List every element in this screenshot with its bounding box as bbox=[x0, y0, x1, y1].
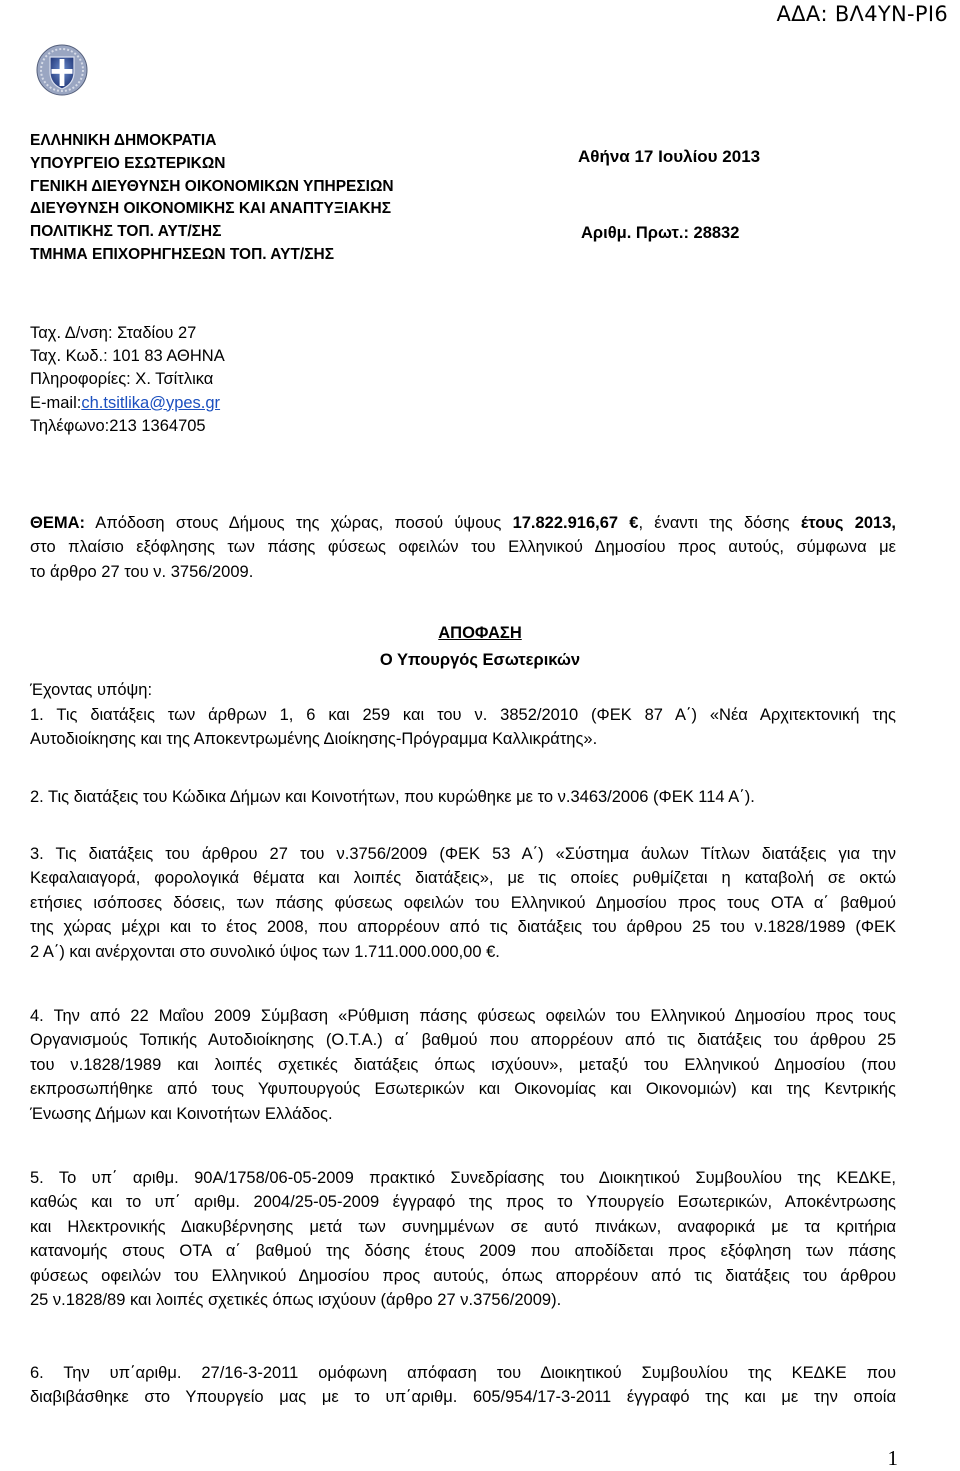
clause-line: Αυτοδιοίκησης και της Αποκεντρωμένης Διοίκησης-Πρόγραμμα Καλλικράτης». bbox=[30, 730, 598, 749]
clause-line: της χώρας μέχρι και το έτος 2008, που απορρέουν από τις διατάξεις του άρθρου 25 του ν.1828/1989 (ΦΕΚ bbox=[30, 918, 896, 937]
subject-year: έτους 2013, bbox=[800, 514, 896, 532]
header-line: ΓΕΝΙΚΗ ΔΙΕΥΘΥΝΣΗ ΟΙΚΟΝΟΜΙΚΩΝ ΥΠΗΡΕΣΙΩΝ bbox=[30, 177, 394, 195]
clause-line: 1. Τις διατάξεις των άρθρων 1, 6 και 259 και του ν. 3852/2010 (ΦΕΚ 87 Α΄) «Νέα Αρχιτεκτονική της bbox=[30, 706, 896, 724]
greek-coat-of-arms-icon bbox=[36, 44, 88, 96]
header-line: ΔΙΕΥΘΥΝΣΗ ΟΙΚΟΝΟΜΙΚΗΣ ΚΑΙ ΑΝΑΠΤΥΞΙΑΚΗΣ bbox=[30, 200, 392, 218]
clause-line: φύσεως οφειλών του Ελληνικού Δημοσίου προς αυτούς, όπως απορρέουν από τις διατάξεις του άρθρου bbox=[30, 1266, 896, 1285]
subject-line: το άρθρο 27 του ν. 3756/2009. bbox=[30, 562, 254, 581]
clause-4 bbox=[30, 1004, 896, 1126]
clause-5 bbox=[30, 1166, 896, 1312]
contact-address: Ταχ. Δ/νση: Σταδίου 27 bbox=[30, 324, 197, 342]
clause-line: Ένωσης Δήμων και Κοινοτήτων Ελλάδος. bbox=[30, 1104, 333, 1123]
header-line: ΠΟΛΙΤΙΚΗΣ ΤΟΠ. ΑΥΤ/ΣΗΣ bbox=[30, 223, 222, 241]
document-date: Αθήνα 17 Ιουλίου 2013 bbox=[578, 147, 761, 166]
clause-line: καθώς και το υπ΄ αριθμ. 2004/25-05-2009 έγγραφό της προς το Υπουργείο Εσωτερικών, Αποκέντρωσης bbox=[30, 1193, 896, 1212]
subject-line: στο πλαίσιο εξόφλησης των πάσης φύσεως οφειλών του Ελληνικού Δημοσίου προς αυτούς, σύμφωνα με bbox=[30, 538, 896, 557]
header-line: ΥΠΟΥΡΓΕΙΟ ΕΣΩΤΕΡΙΚΩΝ bbox=[30, 154, 226, 172]
clause-line: κατανομής στους ΟΤΑ α΄ βαθμού της δόσης έτους 2009 που αποδίδεται προς εξόφληση των πάσης bbox=[30, 1242, 896, 1261]
contact-postal: Ταχ. Κωδ.: 101 83 ΑΘΗΝΑ bbox=[30, 347, 225, 366]
clause-line: και Ηλεκτρονικής Διακυβέρνησης μετά των συνημμένων σε αυτό πινάκων, αναφορικά με τα κριτήρια bbox=[30, 1217, 896, 1236]
decision-subtitle: Ο Υπουργός Εσωτερικών bbox=[379, 651, 581, 669]
clause-line: 25 ν.1828/89 και λοιπές σχετικές όπως ισχύουν (άρθρο 27 ν.3756/2009). bbox=[30, 1291, 562, 1310]
contact-phone: Τηλέφωνο:213 1364705 bbox=[30, 416, 206, 435]
considering-label: Έχοντας υπόψη: bbox=[30, 681, 153, 699]
clause-line: διαβιβάσθηκε στο Υπουργείο μας με το υπ΄αριθμ. 605/954/17-3-2011 έγγραφό της και με την οποία bbox=[30, 1388, 896, 1407]
clause-line: 3. Τις διατάξεις του άρθρου 27 του ν.3756/2009 (ΦΕΚ 53 Α΄) «Σύστημα άυλων Τίτλων διατάξεις για την bbox=[30, 845, 896, 863]
subject-block bbox=[30, 511, 896, 584]
contact-info: Πληροφορίες: Χ. Τσίτλικα bbox=[30, 370, 214, 389]
clause-3 bbox=[30, 842, 896, 964]
clause-line: 2 Α΄) και ανέρχονται στο συνολικό ύψος των 1.711.000.000,00 €. bbox=[30, 942, 500, 961]
clause-1 bbox=[30, 703, 896, 752]
clause-line: 6. Την υπ΄αριθμ. 27/16-3-2011 ομόφωνη απόφαση του Διοικητικού Συμβουλίου της ΚΕΔΚΕ που bbox=[30, 1364, 896, 1382]
contact-email-row bbox=[30, 392, 225, 415]
ada-code: ΑΔΑ: ΒΛ4ΥΝ-ΡΙ6 bbox=[776, 2, 948, 26]
clause-line: 4. Την από 22 Μαΐου 2009 Σύμβαση «Ρύθμιση πάσης φύσεως οφειλών του Ελληνικού Δημοσίου προς τους bbox=[30, 1007, 896, 1025]
clause-line: 5. Το υπ΄ αριθμ. 90Α/1758/06-05-2009 πρακτικό Συνεδρίασης του Διοικητικού Συμβουλίου της ΚΕΔΚΕ, bbox=[30, 1169, 896, 1187]
subject-label: ΘΕΜΑ: bbox=[30, 514, 85, 532]
clause-line: ετήσιες ισόποσες δόσεις, των πάσης φύσεως οφειλών του Ελληνικού Δημοσίου προς τους ΟΤΑ α΄ βαθμού bbox=[30, 893, 896, 912]
clause-line: Κεφαλαιαγορά, φορολογικά θέματα και λοιπές διατάξεις», με τις οποίες ρυθμίζεται η καταβολή σε οκτώ bbox=[30, 869, 896, 888]
issuer-header bbox=[30, 130, 590, 267]
clause-6 bbox=[30, 1361, 896, 1410]
email-link[interactable]: ch.tsitlika@ypes.gr bbox=[81, 393, 221, 412]
header-line: ΤΜΗΜΑ ΕΠΙΧΟΡΗΓΗΣΕΩΝ ΤΟΠ. ΑΥΤ/ΣΗΣ bbox=[30, 245, 334, 263]
clause-line: Οργανισμούς Τοπικής Αυτοδιοίκησης (Ο.Τ.Α.) α΄ βαθμού που απορρέουν από τις διατάξεις του άρθρου 25 bbox=[30, 1031, 896, 1050]
page-number: 1 bbox=[887, 1446, 898, 1470]
email-label: E-mail: bbox=[30, 393, 82, 412]
subject-amount: 17.822.916,67 € bbox=[512, 514, 639, 532]
decision-title: ΑΠΟΦΑΣΗ bbox=[438, 624, 522, 642]
clause-line: εκπροσωπήθηκε από τους Υφυπουργούς Εσωτερικών και Οικονομίας και Οικονομιών) και της Κεντρικής bbox=[30, 1080, 896, 1099]
clause-line: 2. Τις διατάξεις του Κώδικα Δήμων και Κοινοτήτων, που κυρώθηκε με το ν.3463/2006 (ΦΕΚ 114 Α΄). bbox=[30, 788, 755, 806]
clause-2 bbox=[30, 785, 896, 809]
clause-line: του ν.1828/1989 και λοιπές σχετικές διατάξεις όπως ισχύουν», μεταξύ του Ελληνικού Δημοσίου (που bbox=[30, 1055, 896, 1074]
protocol-number: Αριθμ. Πρωτ.: 28832 bbox=[581, 224, 740, 242]
subject-line: ΘΕΜΑ: Απόδοση στους Δήμους της χώρας, ποσού ύψους 17.822.916,67 €, έναντι της δόσης έτους 2013, bbox=[30, 514, 896, 532]
contact-details bbox=[30, 322, 225, 438]
header-line: ΕΛΛΗΝΙΚΗ ΔΗΜΟΚΡΑΤΙΑ bbox=[30, 132, 217, 149]
